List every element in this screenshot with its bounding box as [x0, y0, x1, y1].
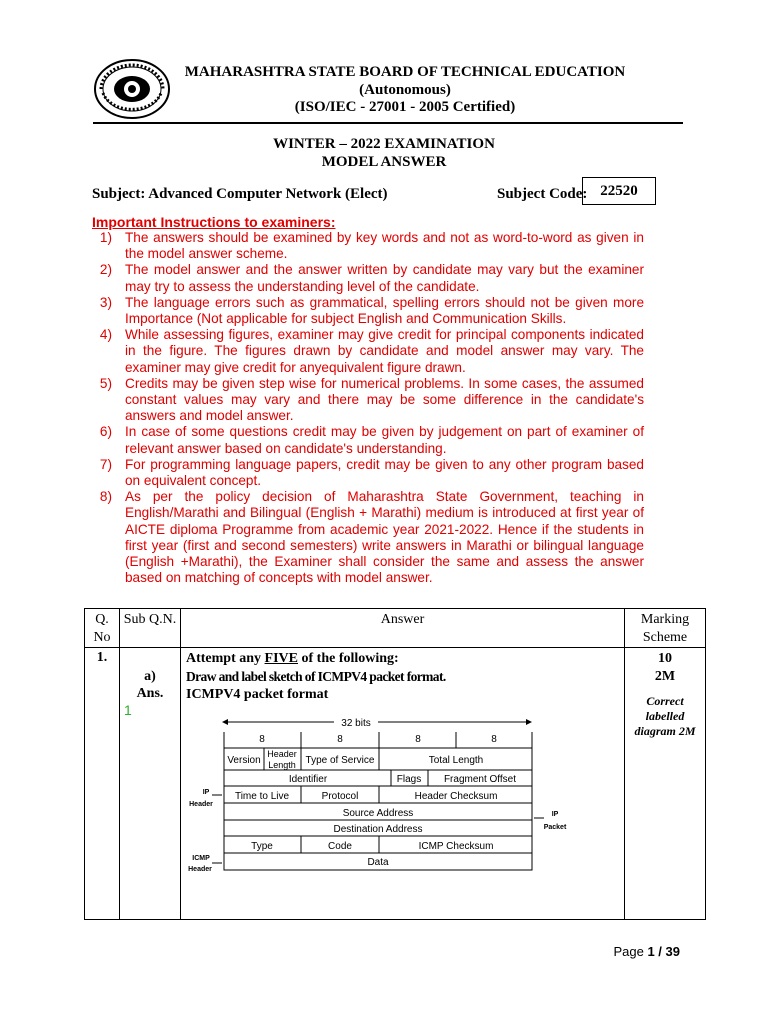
field-source-address: Source Address — [342, 808, 414, 819]
instructions-list — [90, 230, 644, 586]
field-header-checksum: Header Checksum — [414, 791, 498, 802]
instruction-item: 8) As per the policy decision of Maharashtra State Government, teaching in English/Marathi and Bilingual (English + Marathi) medium is introduced at first year of AICTE diploma Programme from academic year 2021-2022. Hence if the students in first year (first and second semesters) write answers in Marathi or bilingual language (English +Marathi), the Examiner shall consider the same and assess the answer based on matching of concepts with model answer. — [99, 489, 644, 586]
field-type-of-service: Type of Service — [305, 755, 375, 766]
instructions-title: Important Instructions to examiners: — [92, 214, 336, 230]
instruction-item: 3) The language errors such as grammatical, spelling errors should not be given more Importance (Not applicable for subject English and Communication Skills. — [99, 294, 644, 327]
iso-certification: (ISO/IEC - 27001 - 2005 Certified) — [294, 99, 516, 115]
marks-sub: 2M — [654, 669, 676, 684]
exam-subtitle: MODEL ANSWER — [321, 154, 447, 170]
answer-heading: ICMPV4 packet format — [186, 687, 329, 702]
field-icmp-checksum: ICMP Checksum — [418, 841, 494, 852]
svg-text:Length: Length — [268, 760, 296, 770]
field-data: Data — [367, 857, 389, 868]
autonomous-label: (Autonomous) — [359, 82, 451, 98]
ip-header-label: IP — [202, 789, 210, 796]
question-text: Draw and label sketch of ICMPV4 packet format. — [186, 669, 446, 684]
marking-note: Correct labelled diagram 2M — [634, 694, 696, 738]
subject-label: Subject: Advanced Computer Network (Elect) — [92, 186, 388, 202]
svg-text:Header: Header — [188, 866, 212, 873]
subject-code-box: 22520 — [582, 177, 656, 205]
field-identifier: Identifier — [288, 774, 328, 785]
board-name: MAHARASHTRA STATE BOARD OF TECHNICAL EDUCATION — [184, 64, 626, 80]
field-code: Code — [328, 841, 352, 852]
field-header-length: Header — [267, 749, 297, 759]
field-destination-address: Destination Address — [333, 824, 423, 835]
instruction-item: 4) While assessing figures, examiner may give credit for principal components indicated in the figure. The figures drawn by candidate and model answer may vary. The examiner may give credit for anyequivalent figure drawn. — [99, 327, 644, 375]
page-number: Page 1 / 39 — [613, 944, 680, 959]
field-ttl: Time to Live — [234, 791, 290, 802]
exam-title: WINTER – 2022 EXAMINATION — [273, 136, 495, 152]
header-marking: Marking Scheme — [625, 609, 706, 648]
instruction-item: 1) The answers should be examined by key words and not as word-to-word as given in the model answer scheme. — [99, 230, 644, 262]
field-protocol: Protocol — [321, 791, 359, 802]
question-number: 1. — [96, 650, 108, 665]
instruction-item: 5) Credits may be given step wise for numerical problems. In some cases, the assumed constant values may vary and there may be some difference in the candidate's answers and model answer. — [99, 375, 644, 424]
instruction-item: 7) For programming language papers, credit may be given to any other program based on equivalent concept. — [99, 456, 644, 489]
field-total-length: Total Length — [428, 755, 484, 766]
answer-table — [84, 608, 706, 920]
field-fragment-offset: Fragment Offset — [443, 774, 517, 785]
field-version: Version — [227, 755, 261, 766]
field-flags: Flags — [396, 774, 422, 785]
svg-text:Header: Header — [189, 801, 213, 808]
instruction-item: 2) The model answer and the answer written by candidate may vary but the examiner may try to assess the understanding level of the candidate. — [99, 262, 644, 294]
svg-text:Packet: Packet — [543, 824, 567, 831]
sub-question: a) — [144, 669, 156, 684]
field-type: Type — [251, 841, 273, 852]
icmpv4-packet-diagram — [186, 712, 616, 882]
instruction-item: 6) In case of some questions credit may be given by judgement on part of examiner of relevant answer based on candidate's understanding. — [99, 424, 644, 456]
ip-packet-label: IP — [551, 811, 559, 818]
msbte-seal-logo — [93, 58, 171, 120]
subject-code-label: Subject Code: — [497, 186, 588, 202]
attempt-instruction: Attempt any FIVE of the following: — [186, 651, 399, 666]
header-answer: Answer — [181, 609, 625, 648]
ans-label: Ans. — [136, 686, 164, 701]
icmp-header-label: ICMP — [192, 855, 210, 862]
header-qno: Q. No — [85, 609, 120, 648]
table-row — [85, 648, 706, 920]
header-divider — [93, 122, 683, 124]
marks-total: 10 — [658, 651, 672, 666]
byte-label: 8 — [259, 734, 265, 745]
table-header-row — [85, 609, 706, 648]
green-mark: 1 — [124, 702, 132, 718]
byte-label: 8 — [337, 734, 343, 745]
bits-label: 32 bits — [341, 718, 371, 729]
header-subqn: Sub Q.N. — [120, 609, 181, 648]
byte-label: 8 — [415, 734, 421, 745]
byte-label: 8 — [491, 734, 497, 745]
